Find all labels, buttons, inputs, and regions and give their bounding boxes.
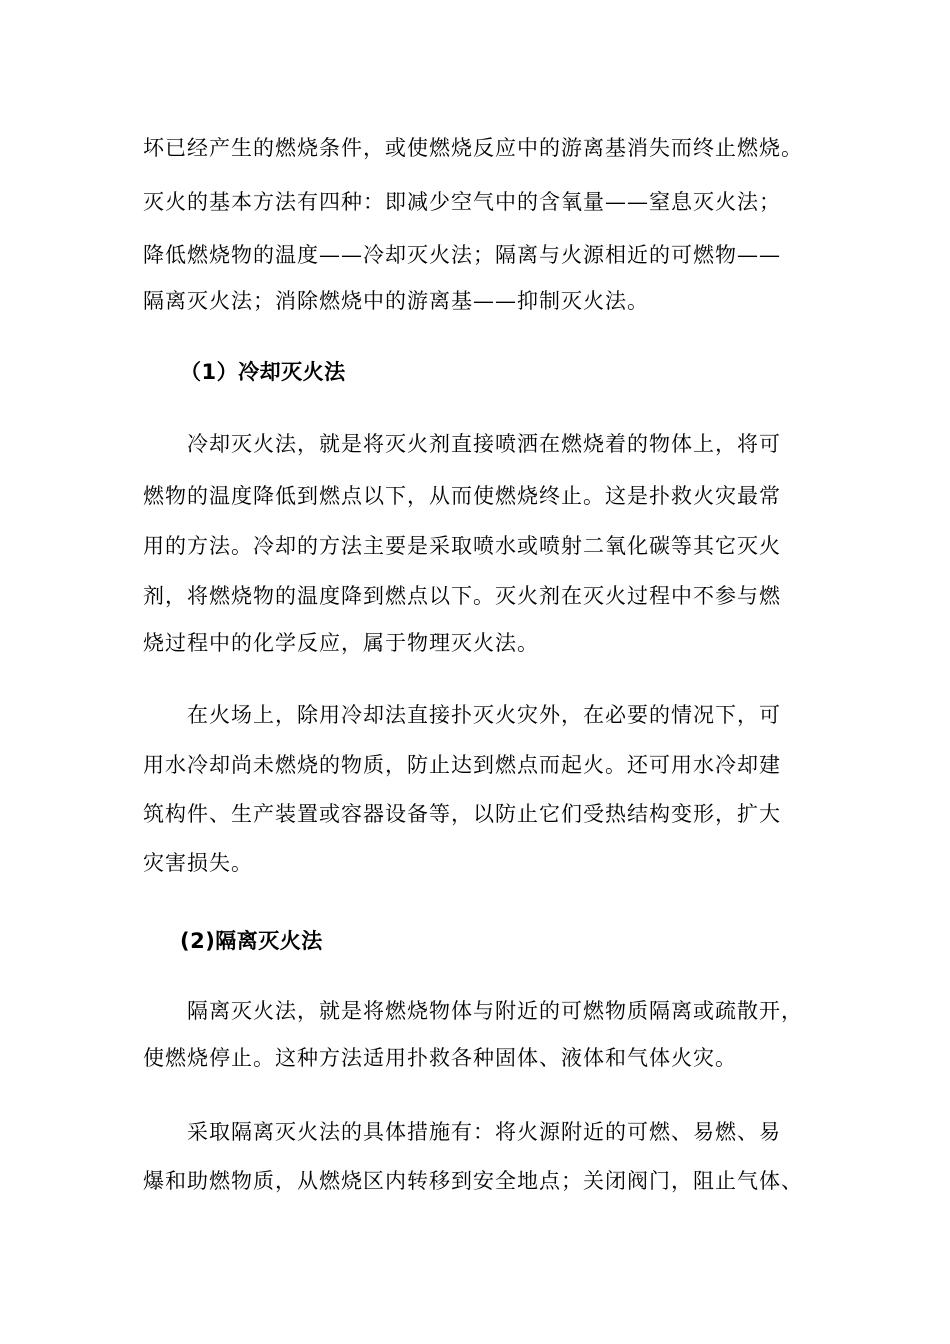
intro-line: 隔离灭火法；消除燃烧中的游离基——抑制灭火法。 [143,289,649,313]
paragraph-line: 用的方法。冷却的方法主要是采取喷水或喷射二氧化碳等其它灭火 [143,534,781,558]
intro-line: 灭火的基本方法有四种：即减少空气中的含氧量——窒息灭火法； [143,190,781,214]
section-heading-cooling: （1）冷却灭火法 [180,360,346,384]
paragraph-line: 冷却灭火法，就是将灭火剂直接喷洒在燃烧着的物体上，将可 [187,432,781,456]
paragraph-line: 筑构件、生产装置或容器设备等，以防止它们受热结构变形，扩大 [143,802,781,826]
section-heading-isolation: (2)隔离灭火法 [180,929,323,953]
paragraph-line: 烧过程中的化学反应，属于物理灭火法。 [143,631,539,655]
paragraph-line: 隔离灭火法，就是将燃烧物体与附近的可燃物质隔离或疏散开， [187,999,803,1023]
intro-line: 坏已经产生的燃烧条件，或使燃烧反应中的游离基消失而终止燃烧。 [143,136,803,160]
paragraph-line: 用水冷却尚未燃烧的物质，防止达到燃点而起火。还可用水冷却建 [143,753,781,777]
paragraph-line: 使燃烧停止。这种方法适用扑救各种固体、液体和气体火灾。 [143,1046,737,1070]
paragraph-line: 爆和助燃物质，从燃烧区内转移到安全地点；关闭阀门，阻止气体、 [143,1169,803,1193]
paragraph-line: 燃物的温度降低到燃点以下，从而使燃烧终止。这是扑救火灾最常 [143,484,781,508]
intro-line: 降低燃烧物的温度——冷却灭火法；隔离与火源相近的可燃物—— [143,243,781,267]
paragraph-line: 灾害损失。 [143,851,253,875]
paragraph-line: 剂，将燃烧物的温度降到燃点以下。灭火剂在灭火过程中不参与燃 [143,584,781,608]
paragraph-line: 在火场上，除用冷却法直接扑灭火灾外，在必要的情况下，可 [187,703,781,727]
paragraph-line: 采取隔离灭火法的具体措施有：将火源附近的可燃、易燃、易 [187,1120,781,1144]
